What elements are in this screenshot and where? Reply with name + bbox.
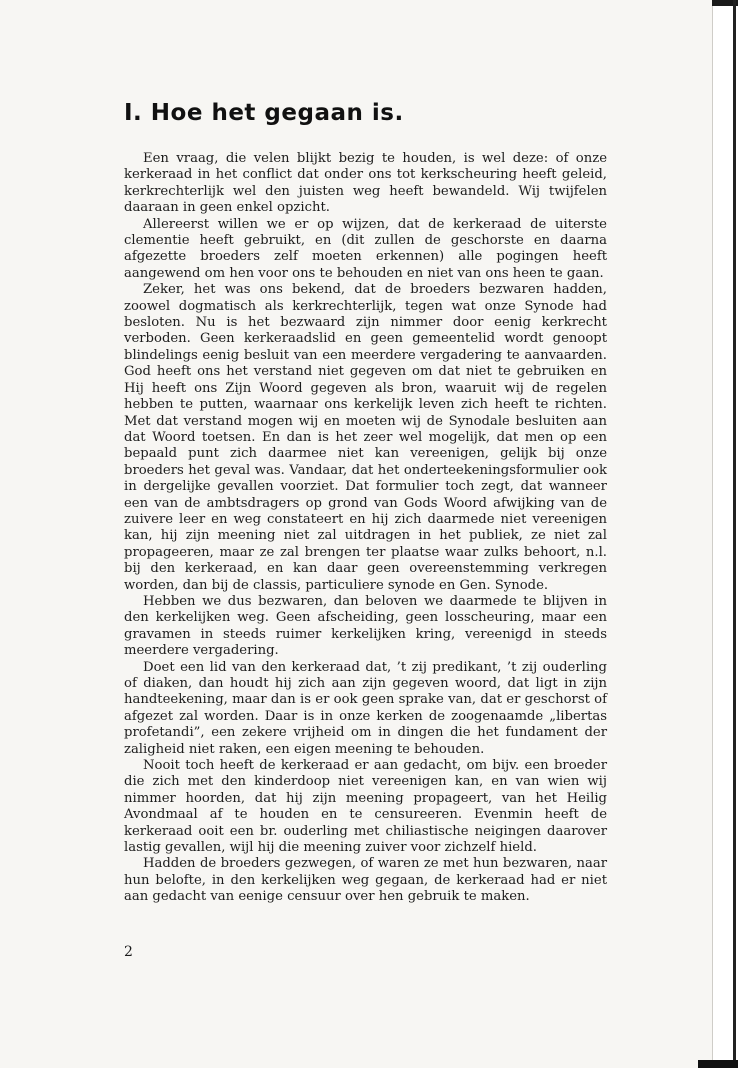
paragraph: Nooit toch heeft de kerkeraad er aan gedacht, om bijv. een broeder die zich met den kinderdoop niet vereenigen kan, en van wien wij nimmer hoorden, dat hij zijn meening propageert, van het Heilig Avondmaal af te houden en te censureeren. Evenmin heeft de kerkeraad ooit een br. ouderling met chiliastische neigingen daarover lastig gevallen, wijl hij die meening zuiver voor zichzelf hield. [124, 758, 607, 856]
scan-edge-right [733, 0, 736, 1068]
paragraph: Zeker, het was ons bekend, dat de broeders bezwaren hadden, zoowel dogmatisch als kerkrechterlijk, tegen wat onze Synode had besloten. Nu is het bezwaard zijn nimmer door eenig kerkrecht verboden. Geen kerkeraadslid en geen gemeentelid wordt genoopt blindelings eenig besluit van een meerdere vergadering te aanvaarden. God heeft ons het verstand niet gegeven om dat niet te gebruiken en Hij heeft ons Zijn Woord gegeven als bron, waaruit wij de regelen hebben te putten, waarnaar ons kerkelijk leven zich heeft te richten. Met dat verstand mogen wij en moeten wij de Synodale besluiten aan dat Woord toetsen. En dan is het zeer wel mogelijk, dat men op een bepaald punt zich daarmee niet kan vereenigen, gelijk bij onze broeders het geval was. Vandaar, dat het onderteekeningsformulier ook in dergelijke gevallen voorziet. Dat formulier toch zegt, dat wanneer een van de ambtsdragers op grond van Gods Woord afwijking van de zuivere leer en weg constateert en hij zich daarmede niet vereenigen kan, hij zijn meening niet zal uitdragen in het publiek, ze niet zal propageeren, maar ze zal brengen ter plaatse waar zulks behoort, n.l. bij den kerkeraad, en kan daar geen overeenstemming verkregen worden, dan bij de classis, particuliere synode en Gen. Synode. [124, 282, 607, 593]
paragraph: Hadden de broeders gezwegen, of waren ze met hun bezwaren, naar hun belofte, in den kerkelijken weg gegaan, de kerkeraad had er niet aan gedacht van eenige censuur over hen gebruik te maken. [124, 856, 607, 905]
body-text [124, 151, 607, 906]
chapter-heading: I. Hoe het gegaan is. [124, 100, 404, 126]
paragraph: Een vraag, die velen blijkt bezig te houden, is wel deze: of onze kerkeraad in het conflict dat onder ons tot kerkscheuring heeft geleid, kerkrechterlijk wel den juisten weg heeft bewandeld. Wij twijfelen daaraan in geen enkel opzicht. [124, 151, 607, 216]
paragraph: Allereerst willen we er op wijzen, dat de kerkeraad de uiterste clementie heeft gebruikt, en (dit zullen de geschorste en daarna afgezette broeders zelf moeten erkennen) alle pogingen heeft aangewend om hen voor ons te behouden en niet van ons heen te gaan. [124, 216, 607, 281]
paragraph: Doet een lid van den kerkeraad dat, ’t zij predikant, ’t zij ouderling of diaken, dan houdt hij zich aan zijn gegeven woord, dat ligt in zijn handteekening, maar dan is er ook geen sprake van, dat er geschorst of afgezet zal worden. Daar is in onze kerken de zoogenaamde „libertas profetandi”, een zekere vrijheid om in dingen die het fundament der zaligheid niet raken, een eigen meening te behouden. [124, 659, 607, 757]
scan-edge-bottom [698, 1060, 738, 1068]
page-number: 2 [124, 944, 133, 960]
paragraph: Hebben we dus bezwaren, dan beloven we daarmede te blijven in den kerkelijken weg. Geen afscheiding, geen losscheuring, maar een gravamen in steeds ruimer kerkelijken kring, vereenigd in steeds meerdere vergadering. [124, 593, 607, 659]
